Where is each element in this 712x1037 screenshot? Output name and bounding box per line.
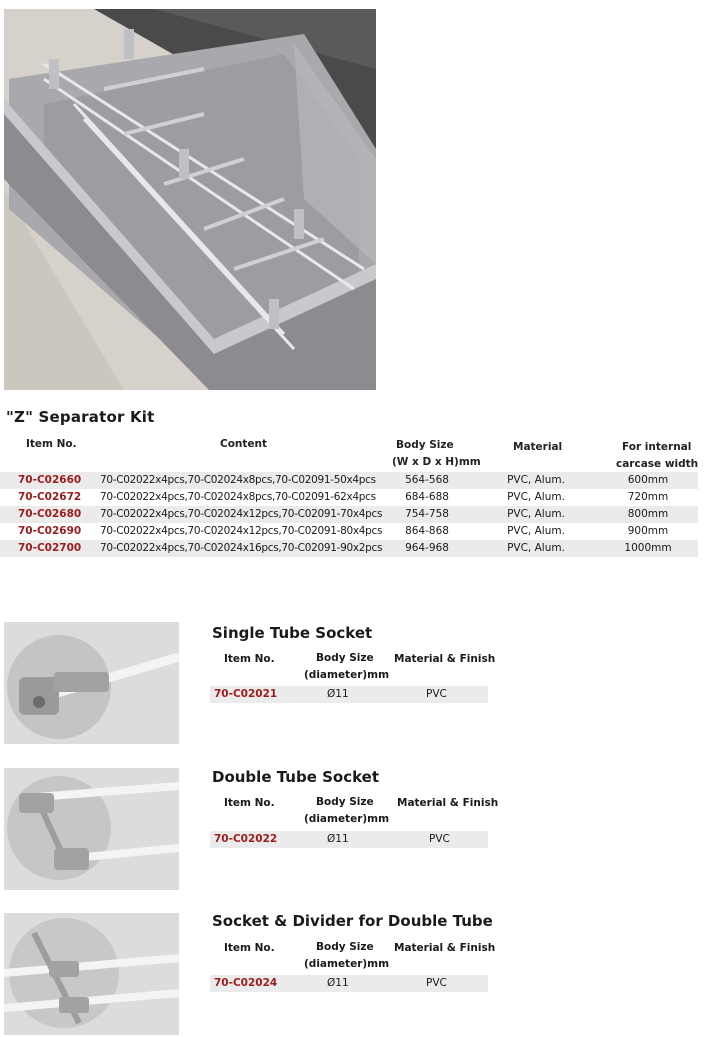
header-material: Material & Finish: [397, 797, 499, 809]
product-title: Double Tube Socket: [212, 768, 380, 786]
header-size-line1: Body Size: [316, 796, 374, 808]
material: PVC: [426, 977, 447, 989]
item-no: 70-C02022: [214, 833, 278, 845]
drawer-photo: [4, 9, 376, 390]
header-size-line1: Body Size: [316, 941, 374, 953]
table-row: [210, 686, 488, 703]
socket-divider-photo: [4, 913, 179, 1035]
item-no: 70-C02700: [18, 542, 82, 554]
header-content: Content: [220, 438, 268, 450]
carcase-width: 800mm: [627, 508, 669, 520]
content: 70-C02022x4pcs,70-C02024x16pcs,70-C02091-90x2pcs: [100, 542, 383, 554]
header-size-line2: (W x D x H)mm: [392, 456, 481, 468]
material: PVC, Alum.: [507, 474, 565, 486]
product-title: Single Tube Socket: [212, 624, 373, 642]
item-no: 70-C02672: [18, 491, 82, 503]
material: PVC, Alum.: [507, 542, 565, 554]
content: 70-C02022x4pcs,70-C02024x8pcs,70-C02091-50x4pcs: [100, 474, 376, 486]
item-no: 70-C02690: [18, 525, 82, 537]
carcase-width: 900mm: [627, 525, 669, 537]
material: PVC, Alum.: [507, 491, 565, 503]
table-row: [0, 489, 698, 506]
material: PVC, Alum.: [507, 525, 565, 537]
header-width-line1: For internal: [622, 441, 692, 453]
header-size-line2: (diameter)mm: [304, 813, 390, 825]
header-size-line2: (diameter)mm: [304, 669, 390, 681]
item-no: 70-C02021: [214, 688, 278, 700]
header-item: Item No.: [26, 438, 77, 450]
header-size-line1: Body Size: [316, 652, 374, 664]
table-row: [210, 831, 488, 848]
body-size: 864-868: [405, 525, 449, 537]
item-no: 70-C02680: [18, 508, 82, 520]
table-row: [0, 506, 698, 523]
header-material: Material: [513, 441, 563, 453]
material: PVC: [429, 833, 450, 845]
table-row: [210, 975, 488, 992]
body-size: Ø11: [327, 977, 349, 989]
body-size: 684-688: [405, 491, 449, 503]
header-size-line2: (diameter)mm: [304, 958, 390, 970]
header-item: Item No.: [224, 942, 275, 954]
body-size: 964-968: [405, 542, 449, 554]
double-tube-socket-photo: [4, 768, 179, 890]
carcase-width: 720mm: [627, 491, 669, 503]
header-size-line1: Body Size: [396, 439, 454, 451]
item-no: 70-C02024: [214, 977, 278, 989]
material: PVC, Alum.: [507, 508, 565, 520]
table-row: [0, 540, 698, 557]
item-no: 70-C02660: [18, 474, 82, 486]
kit-title: "Z" Separator Kit: [6, 408, 155, 426]
body-size: 564-568: [405, 474, 449, 486]
body-size: Ø11: [327, 688, 349, 700]
single-tube-socket-photo: [4, 622, 179, 744]
carcase-width: 600mm: [627, 474, 669, 486]
table-row: [0, 523, 698, 540]
carcase-width: 1000mm: [624, 542, 672, 554]
header-material: Material & Finish: [394, 942, 496, 954]
product-title: Socket & Divider for Double Tube: [212, 912, 493, 930]
table-row: [0, 472, 698, 489]
header-item: Item No.: [224, 653, 275, 665]
body-size: 754-758: [405, 508, 449, 520]
material: PVC: [426, 688, 447, 700]
header-width-line2: carcase width: [616, 458, 699, 470]
header-item: Item No.: [224, 797, 275, 809]
content: 70-C02022x4pcs,70-C02024x8pcs,70-C02091-62x4pcs: [100, 491, 376, 503]
body-size: Ø11: [327, 833, 349, 845]
content: 70-C02022x4pcs,70-C02024x12pcs,70-C02091-80x4pcs: [100, 525, 383, 537]
header-material: Material & Finish: [394, 653, 496, 665]
content: 70-C02022x4pcs,70-C02024x12pcs,70-C02091-70x4pcs: [100, 508, 383, 520]
